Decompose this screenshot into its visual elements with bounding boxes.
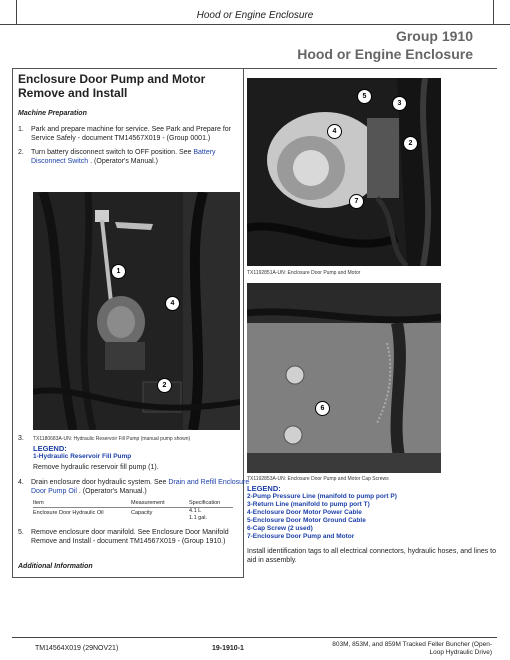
step-number: 4. [18,479,24,486]
cap-screws-photo [247,283,441,473]
legend-item: 2-Pump Pressure Line (manifold to pump port P) [247,493,397,500]
fig3-caption: TX1192853A-UN: Enclosure Door Pump and Motor Cap Screws [247,476,389,482]
group-title: Hood or Engine Enclosure [297,46,473,62]
table-header-measurement: Measurement [131,500,165,506]
fig2-callout-3: 3 [392,96,407,111]
fig1-callout-4: 4 [165,296,180,311]
machine-prep-heading: Machine Preparation [18,110,87,117]
fig3-callout-6: 6 [315,401,330,416]
step-text [31,148,251,166]
fill-pump-illustration [33,192,240,430]
table-cell-item: Enclosure Door Hydraulic Oil [33,510,104,516]
step-3-number [18,434,30,444]
step-number: 1. [18,126,24,133]
cap-screws-illustration [247,283,441,473]
table-cell-spec-metric: 4.1 L [189,508,202,514]
top-rule [12,68,497,69]
running-title: Hood or Engine Enclosure [196,10,314,21]
header-rule [0,24,510,25]
legend-item: 6-Cap Screw (2 used) [247,525,313,532]
footer-page-number: 19-1910-1 [212,645,244,652]
footer-doc-id: TM14564X019 (29NOV21) [35,645,119,652]
step-1 [18,125,248,145]
step-5 [18,528,248,558]
legend-item: 3-Return Line (manifold to pump port T) [247,501,370,508]
group-number: Group 1910 [395,28,473,44]
pump-motor-illustration [247,78,441,266]
step-text: Park and prepare machine for service. See Park and Prepare for Service Safely - document TM14567X019 - (Group 0001.) [31,126,231,142]
table-cell-measurement: Capacity [131,510,153,516]
table-header-specification: Specification [189,500,221,506]
legend-item: 4-Enclosure Door Motor Power Cable [247,509,362,516]
step-number: 5. [18,529,24,536]
step-text-lead: Turn battery disconnect switch to OFF position. See [31,149,194,156]
footer-machine-line1: 803M, 853M, and 859M Tracked Feller Buncher (Open- [332,641,492,648]
table-rule [33,507,233,508]
step-text-lead: Drain enclosure door hydraulic system. See [31,479,169,486]
step-text-tail: . (Operator's Manual.) [76,488,147,495]
fig1-callout-1: 1 [111,264,126,279]
fig1-caption: TX1180683A-UN: Hydraulic Reservoir Fill Pump (manual pump shown) [33,436,191,442]
step-3-text: Remove hydraulic reservoir fill pump (1). [33,464,159,471]
spec-table [33,500,238,524]
fig2-callout-2: 2 [403,136,418,151]
fig3-legend-heading: LEGEND: [247,484,281,493]
step-text-tail: . (Operator's Manual.) [88,158,159,165]
fig1-callout-2: 2 [157,378,172,393]
fig1-legend-heading: LEGEND: [33,444,67,453]
step-number: 2. [18,149,24,156]
legend-item: 5-Enclosure Door Motor Ground Cable [247,517,366,524]
section-title: Enclosure Door Pump and Motor Remove and Install [18,72,206,100]
step-text: Remove enclosure door manifold. See Enclosure Door Manifold Remove and Install - document TM14567X019 - (Group 1910.) [31,529,229,545]
pump-motor-photo [247,78,441,266]
step-2 [18,148,248,168]
install-note: Install identification tags to all electrical connectors, hydraulic hoses, and lines to aid in assembly. [247,548,497,564]
table-header-item: Item [33,500,44,506]
footer-rule [12,637,497,638]
table-cell-spec-imperial: 1.1 gal. [189,515,208,521]
additional-info-heading: Additional Information [18,563,93,570]
footer-machine-line2: Loop Hydraulic Drive) [429,649,492,656]
fig1-legend-item: 1-Hydraulic Reservoir Fill Pump [33,453,132,460]
battery-disconnect-link[interactable]: Battery Disconnect Switch [31,149,216,165]
fig2-callout-4: 4 [327,124,342,139]
drain-refill-link[interactable]: Drain and Refill Enclosure Door Pump Oil [31,479,250,495]
legend-item: 7-Enclosure Door Pump and Motor [247,533,355,540]
step-text [31,478,251,496]
fill-pump-photo [33,192,240,430]
step-number: 3. [18,435,24,442]
fig2-callout-7: 7 [349,194,364,209]
fig2-caption: TX1192851A-UN: Enclosure Door Pump and Motor [247,270,361,276]
fig2-callout-5: 5 [357,89,372,104]
step-4 [18,478,248,498]
fig3-legend-list [247,493,497,541]
